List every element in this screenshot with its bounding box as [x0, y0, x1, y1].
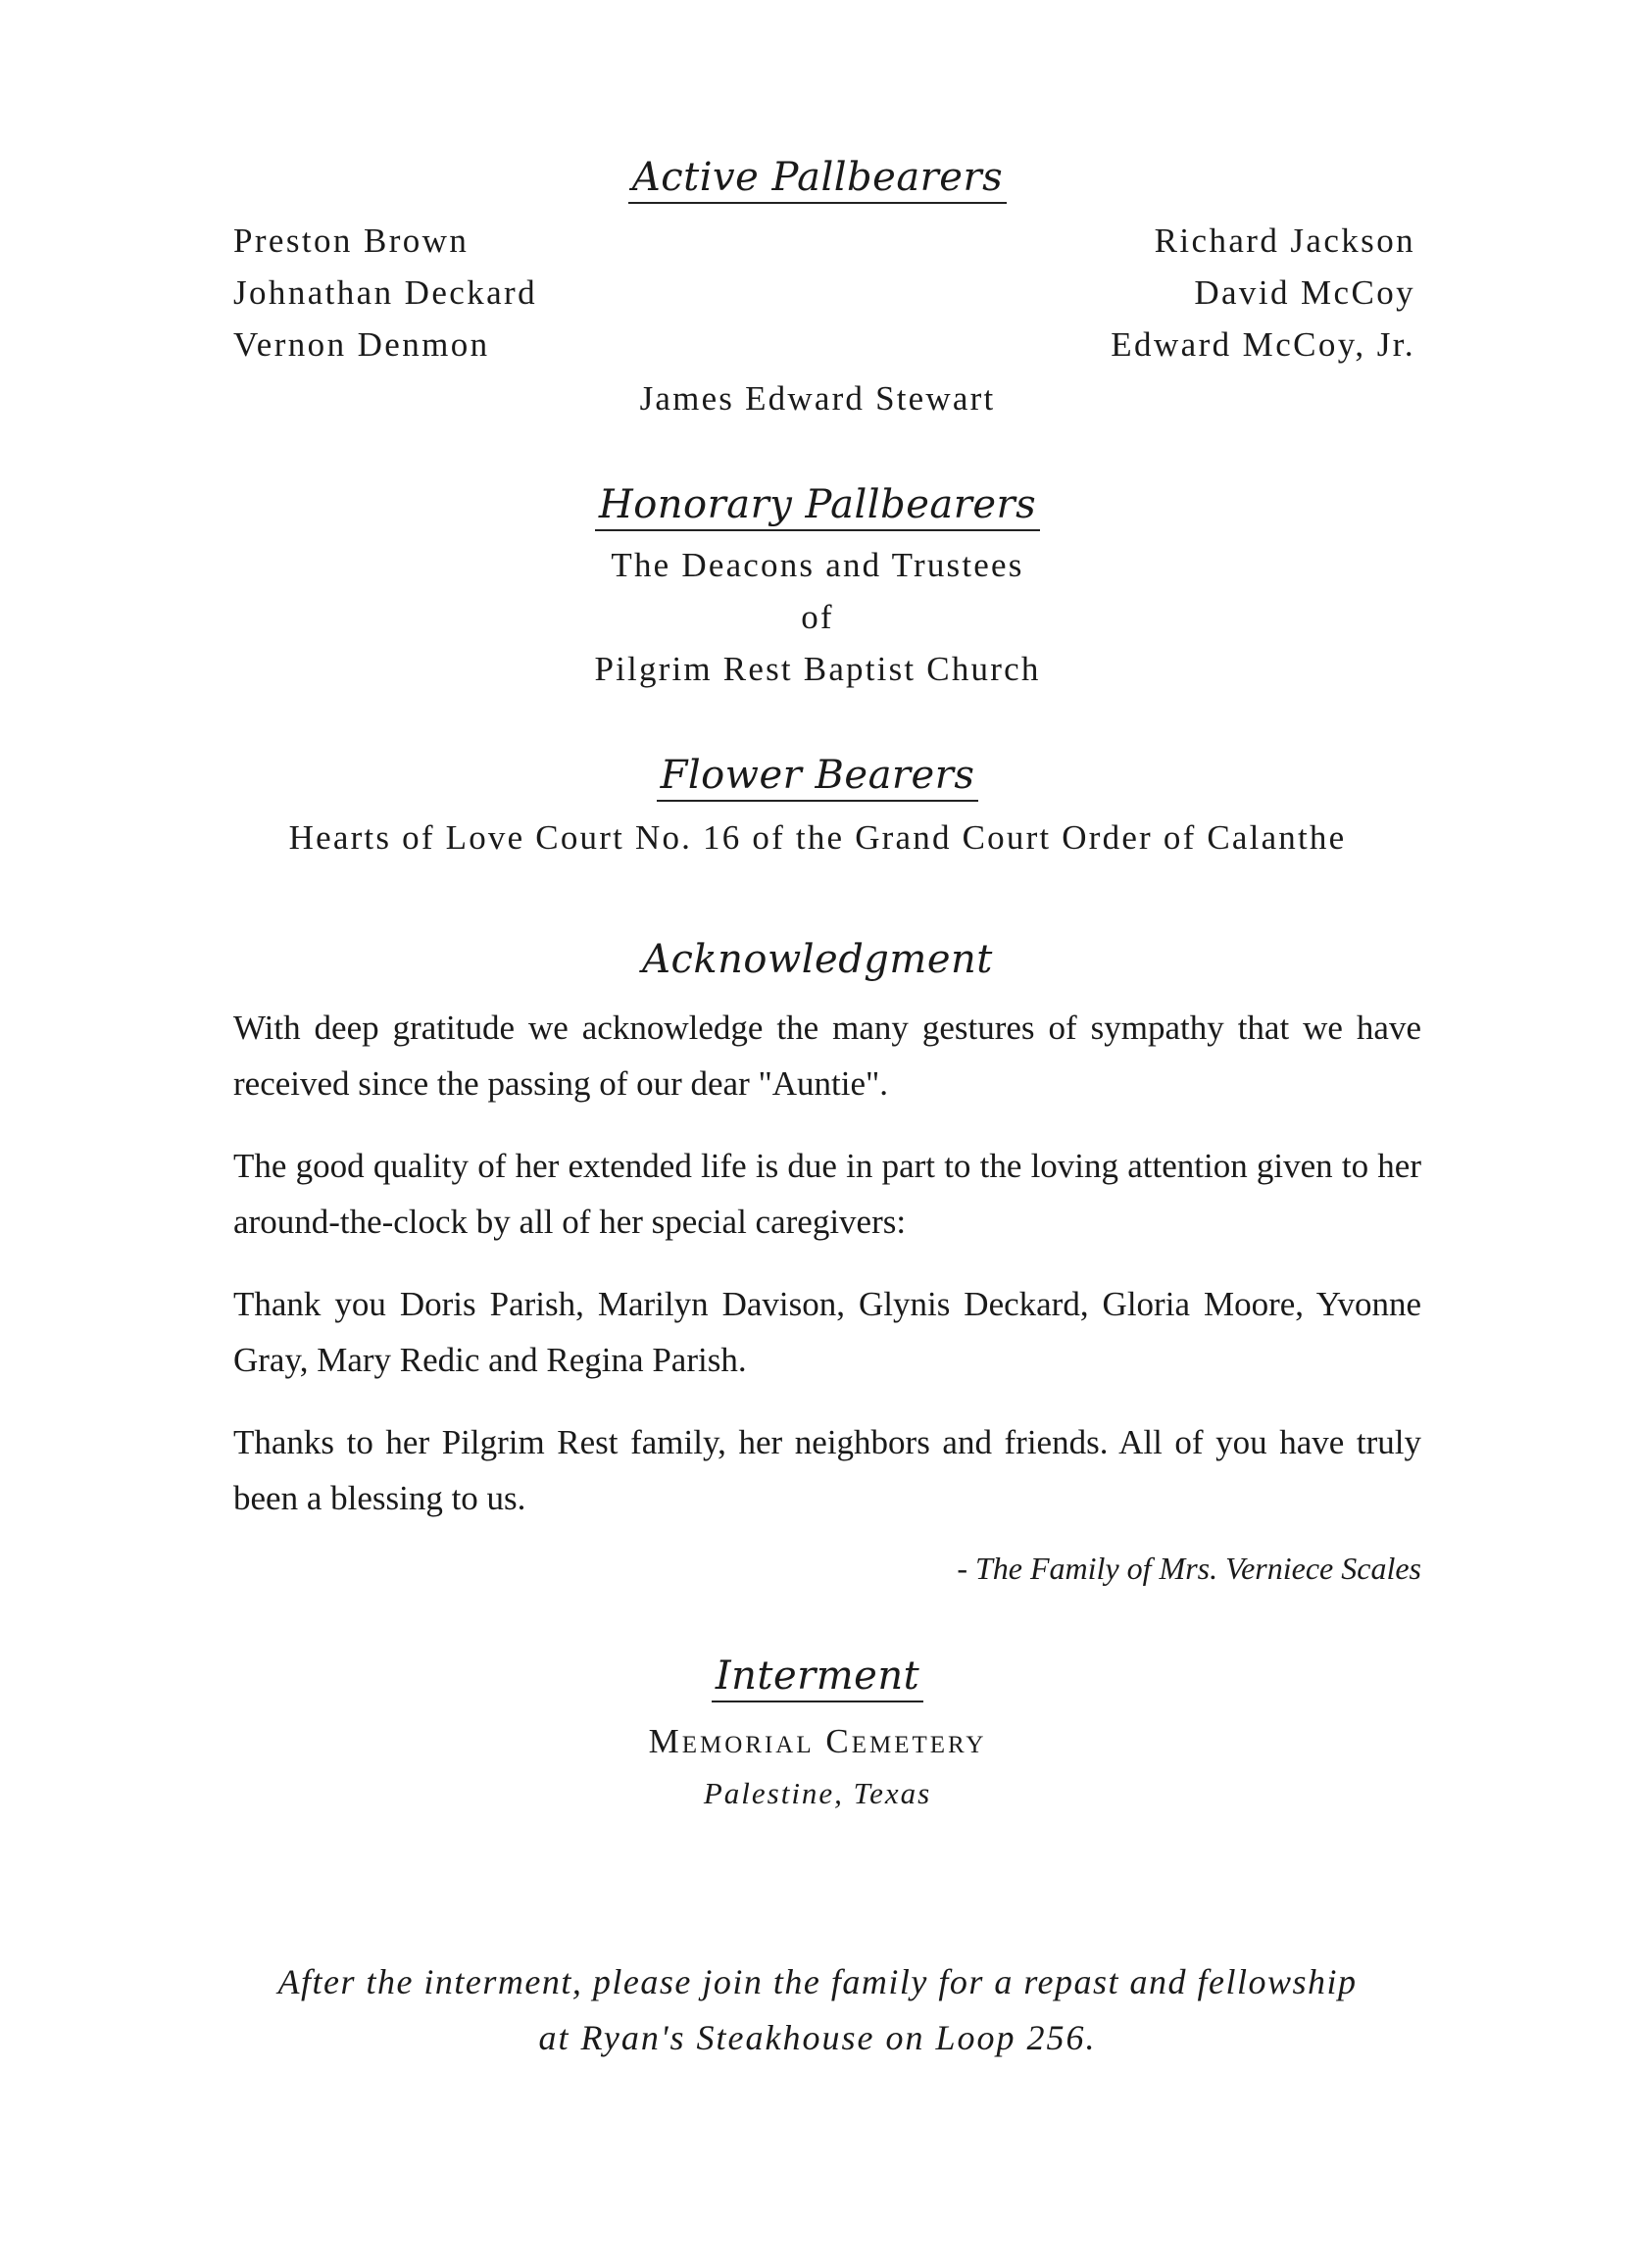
acknowledgment-paragraph-2: The good quality of her extended life is due in part to the loving attention given to her around-the-clock by all of her special caregivers: [233, 1147, 1421, 1241]
honorary-line-3: Pilgrim Rest Baptist Church [594, 650, 1041, 688]
repast-line-2: at Ryan's Steakhouse on Loop 256. [538, 2018, 1097, 2057]
interment-place: Memorial Cemetery [648, 1722, 987, 1760]
honorary-line-1: The Deacons and Trustees [611, 546, 1024, 584]
pallbearer-center: James Edward Stewart [639, 379, 996, 418]
acknowledgment-paragraph-1: With deep gratitude we acknowledge the many gestures of sympathy that we have received since the passing of our dear "Auntie". [233, 1009, 1421, 1103]
pallbearer-left-3: Vernon Denmon [233, 325, 490, 364]
honorary-line-2: of [801, 598, 834, 636]
acknowledgment-paragraph-3: Thank you Doris Parish, Marilyn Davison, Glynis Deckard, Gloria Moore, Yvonne Gray, Mary Redic and Regina Parish. [233, 1285, 1421, 1379]
pallbearer-left-2: Johnathan Deckard [233, 273, 537, 312]
flower-bearers-text: Hearts of Love Court No. 16 of the Grand Court Order of Calanthe [288, 818, 1347, 857]
acknowledgment-paragraph-4: Thanks to her Pilgrim Rest family, her neighbors and friends. All of you have truly been a blessing to us. [233, 1423, 1421, 1517]
flower-bearers-heading: Flower Bearers [0, 753, 1635, 802]
acknowledgment-heading: Acknowledgment [642, 937, 993, 982]
interment-location: Palestine, Texas [703, 1776, 932, 1810]
pallbearer-right-2: David McCoy [1194, 273, 1415, 312]
pallbearer-left-1: Preston Brown [233, 222, 470, 260]
honorary-pallbearers-heading: Honorary Pallbearers [0, 482, 1635, 531]
family-signature: - The Family of Mrs. Verniece Scales [957, 1551, 1421, 1586]
pallbearer-right-1: Richard Jackson [1154, 222, 1415, 260]
pallbearer-right-3: Edward McCoy, Jr. [1111, 325, 1415, 364]
active-pallbearers-heading: Active Pallbearers [0, 155, 1635, 204]
interment-heading: Interment [0, 1653, 1635, 1702]
repast-line-1: After the interment, please join the family for a repast and fellowship [277, 1962, 1358, 2001]
